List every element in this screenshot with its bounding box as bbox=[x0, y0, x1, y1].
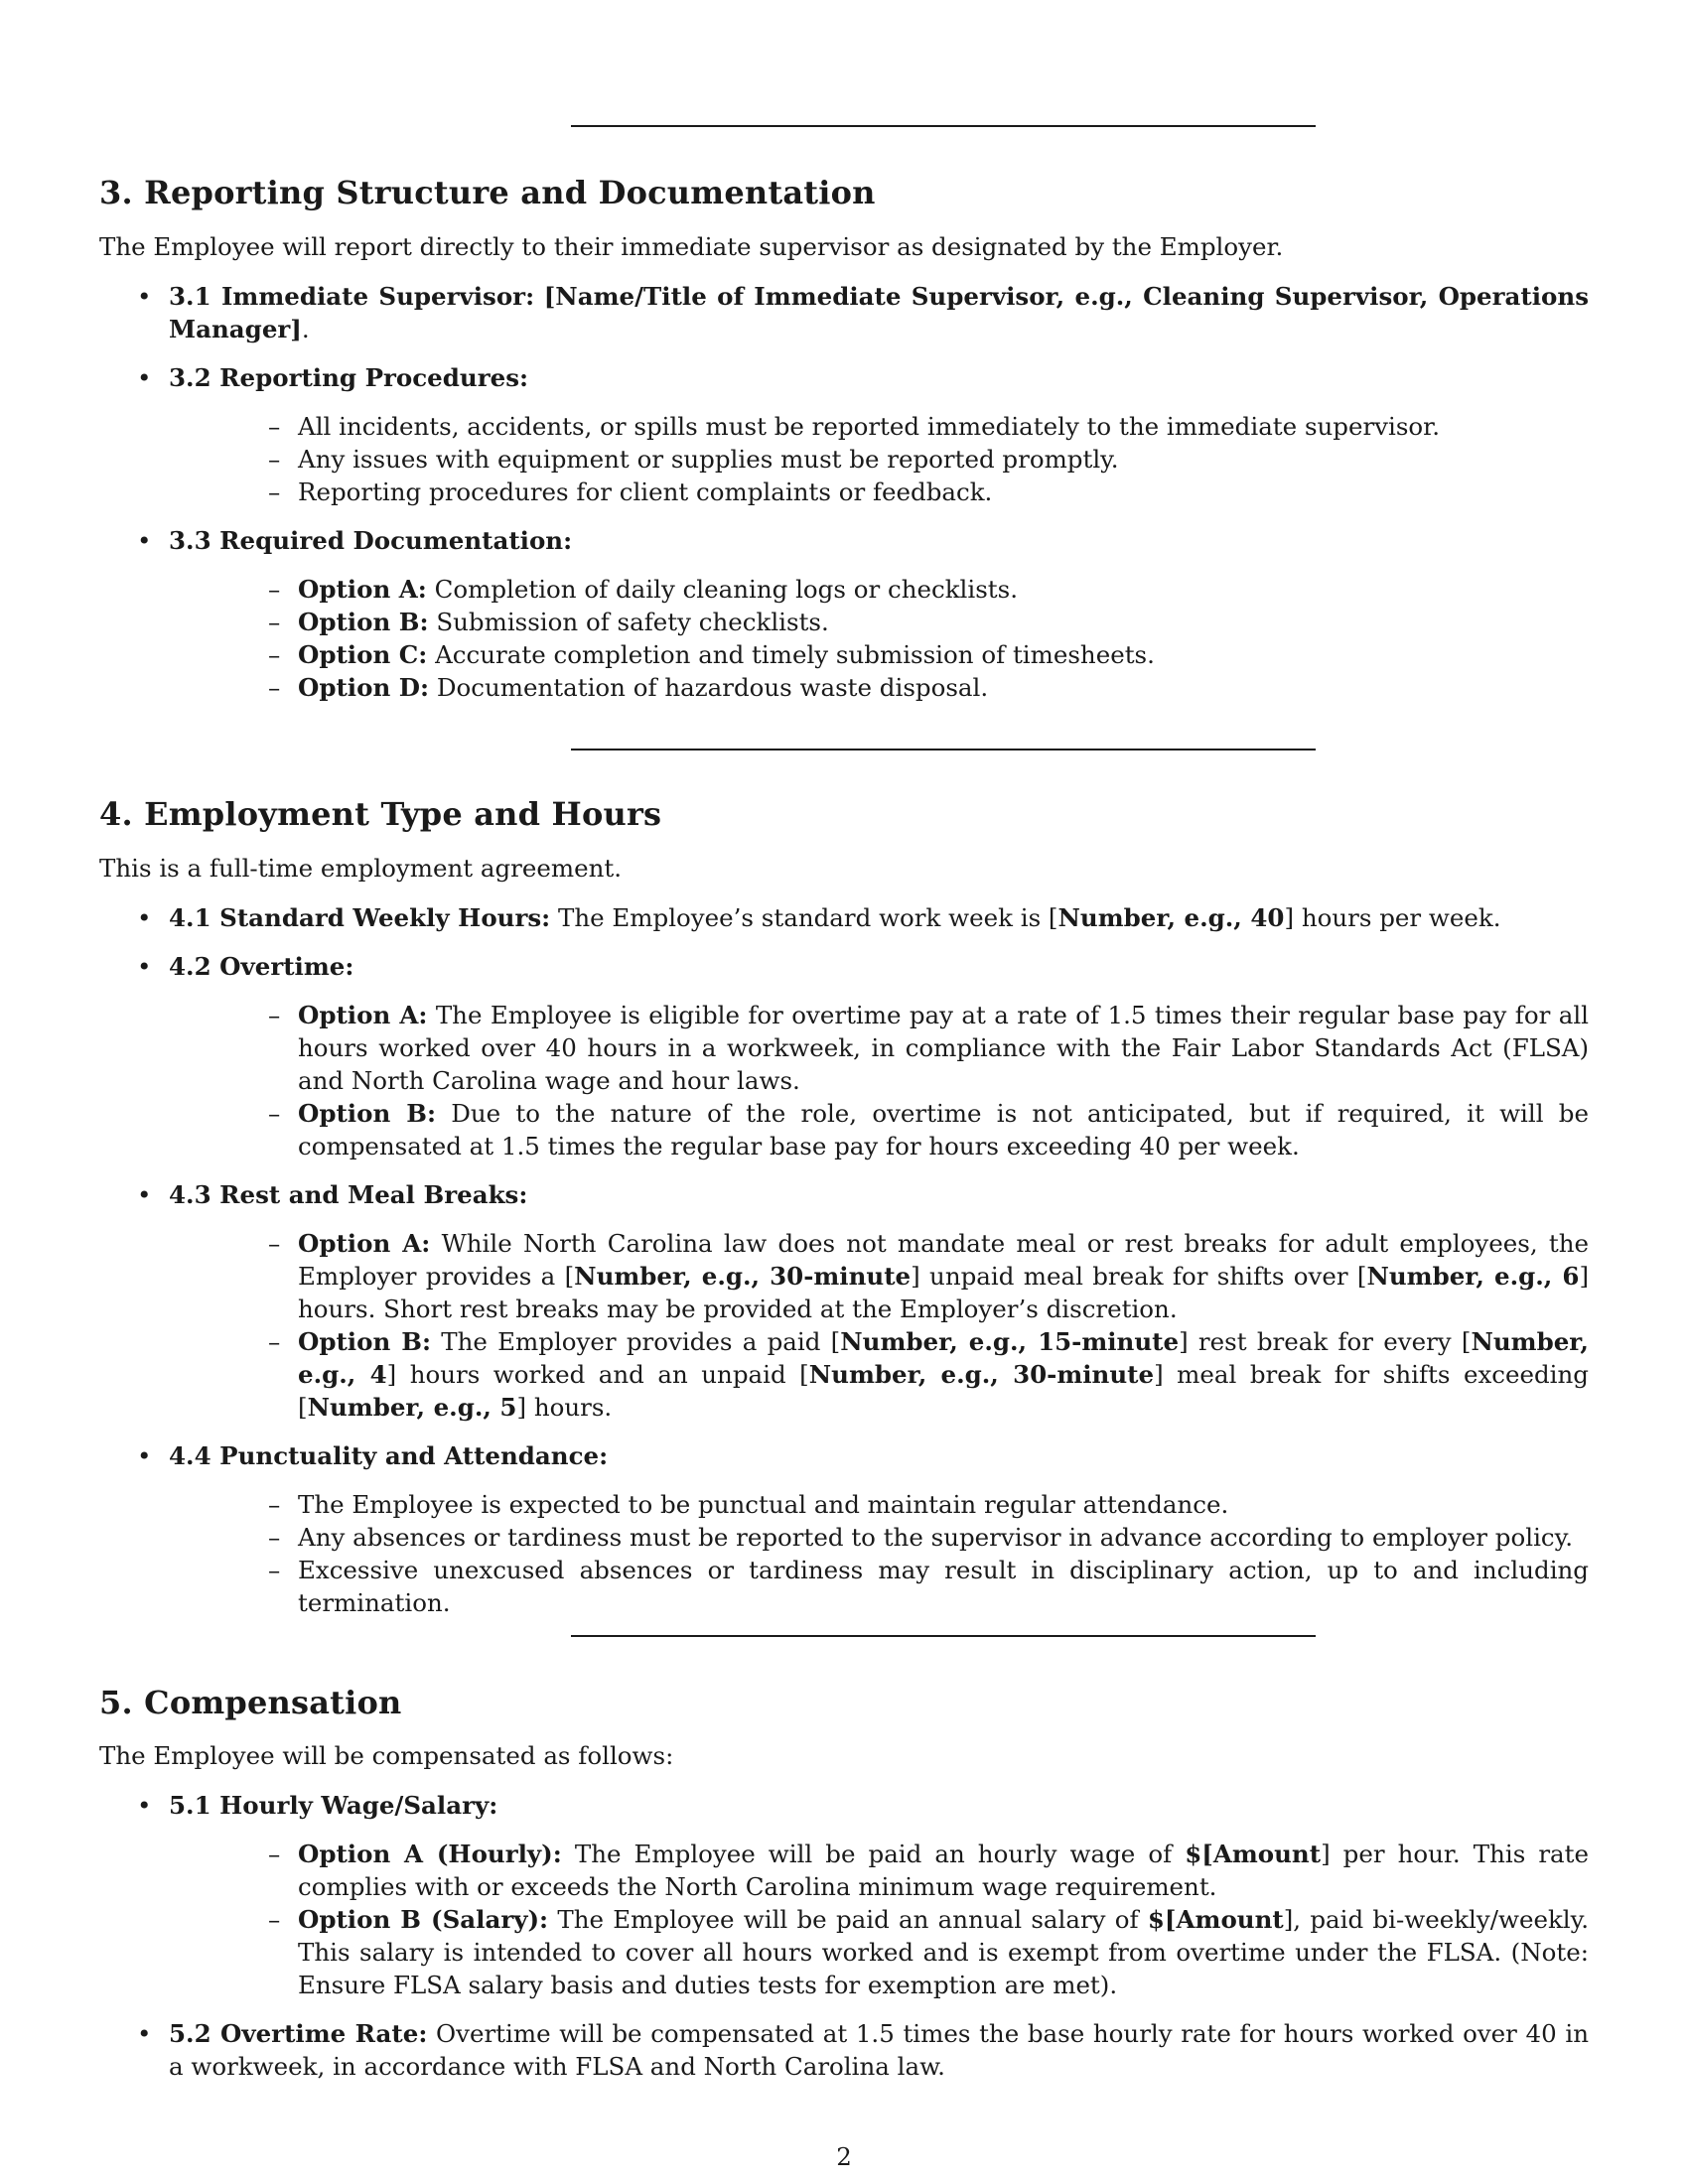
section-3-intro: The Employee will report directly to their immediate supervisor as designated by the Employer. bbox=[99, 232, 1284, 261]
item-4-3: • 4.3 Rest and Meal Breaks: – Option A: While North Carolina law does not mandate meal or rest breaks for adult employees, the Employer provides a [Number, e.g., 30-minute] unpaid meal break for shifts over [Number, e.g., 6] hours. Short rest breaks may be provided at the Employer’s discretion. – Option B: The Employer provides a paid [Number, e.g., 15-minute] rest break for every [Number, e.g., 4] hours worked and an unpaid [Number, e.g., 30-minute] meal break for shifts exceeding [Number, e.g., 5] hours. bbox=[99, 1178, 1589, 1424]
item-3-3-sublist bbox=[169, 573, 1589, 704]
item-5-1-sublist bbox=[169, 1838, 1589, 2001]
item-4-2: • 4.2 Overtime: – Option A: The Employee is eligible for overtime pay at a rate of 1.5 times their regular base pay for all hours worked over 40 hours in a workweek, in compliance with the Fair Labor Standards Act (FLSA) and North Carolina wage and hour laws. – Option B: Due to the nature of the role, overtime is not anticipated, but if required, it will be compensated at 1.5 times the regular base pay for hours exceeding 40 per week. bbox=[99, 950, 1589, 1162]
item-4-3-sublist bbox=[169, 1227, 1589, 1424]
section-5-intro: The Employee will be compensated as follows: bbox=[99, 1741, 674, 1770]
list-item: – Option B: Due to the nature of the role, overtime is not anticipated, but if required, it will be compensated at 1.5 times the regular base pay for hours exceeding 40 per week. bbox=[169, 1097, 1589, 1162]
item-3-2: • 3.2 Reporting Procedures: – All incidents, accidents, or spills must be reported immediately to the immediate supervisor. – Any issues with equipment or supplies must be reported promptly. – Reporting procedures for client complaints or feedback. bbox=[99, 361, 1589, 508]
list-item: – Reporting procedures for client complaints or feedback. bbox=[169, 476, 1589, 508]
list-item: – All incidents, accidents, or spills must be reported immediately to the immediate supervisor. bbox=[169, 410, 1589, 443]
list-item: – Option A: Completion of daily cleaning logs or checklists. bbox=[169, 573, 1589, 606]
item-3-3: • 3.3 Required Documentation: – Option A: Completion of daily cleaning logs or checklists. – Option B: Submission of safety checklists. – Option C: Accurate completion and timely submission of timesheets. – Option D: Documentation of hazardous waste disposal. bbox=[99, 524, 1589, 704]
section-3-heading: 3. Reporting Structure and Documentation bbox=[99, 174, 876, 211]
section-4-intro: This is a full-time employment agreement. bbox=[99, 854, 623, 883]
list-item: – Option D: Documentation of hazardous waste disposal. bbox=[169, 671, 1589, 704]
section-5-heading: 5. Compensation bbox=[99, 1684, 402, 1721]
page-number: 2 bbox=[836, 2142, 852, 2171]
item-4-1: • 4.1 Standard Weekly Hours: The Employee’s standard work week is [Number, e.g., 40] hours per week. bbox=[99, 901, 1589, 934]
item-3-1: • 3.1 Immediate Supervisor: [Name/Title of Immediate Supervisor, e.g., Cleaning Supervisor, Operations Manager]. bbox=[99, 280, 1589, 345]
section-4-heading: 4. Employment Type and Hours bbox=[99, 795, 662, 833]
list-item: – Option A: While North Carolina law does not mandate meal or rest breaks for adult employees, the Employer provides a [Number, e.g., 30-minute] unpaid meal break for shifts over [Number, e.g., 6] hours. Short rest breaks may be provided at the Employer’s discretion. bbox=[169, 1227, 1589, 1325]
section-4-list bbox=[99, 901, 1589, 1619]
list-item: – Option B: The Employer provides a paid [Number, e.g., 15-minute] rest break for every [Number, e.g., 4] hours worked and an unpaid [Number, e.g., 30-minute] meal break for shifts exceeding [Number, e.g., 5] hours. bbox=[169, 1325, 1589, 1424]
list-item: – Option A (Hourly): The Employee will be paid an hourly wage of $[Amount] per hour. This rate complies with or exceeds the North Carolina minimum wage requirement. bbox=[169, 1838, 1589, 1903]
list-item: – Option A: The Employee is eligible for overtime pay at a rate of 1.5 times their regular base pay for all hours worked over 40 hours in a workweek, in compliance with the Fair Labor Standards Act (FLSA) and North Carolina wage and hour laws. bbox=[169, 999, 1589, 1097]
section-divider bbox=[571, 1635, 1316, 1637]
item-4-2-sublist bbox=[169, 999, 1589, 1162]
section-5-list bbox=[99, 1789, 1589, 2083]
item-4-4: • 4.4 Punctuality and Attendance: – The Employee is expected to be punctual and maintain regular attendance. – Any absences or tardiness must be reported to the supervisor in advance according to employer policy. – Excessive unexcused absences or tardiness may result in disciplinary action, up to and including termination. bbox=[99, 1439, 1589, 1619]
item-4-4-sublist bbox=[169, 1488, 1589, 1619]
list-item: – The Employee is expected to be punctual and maintain regular attendance. bbox=[169, 1488, 1589, 1521]
list-item: – Option B: Submission of safety checklists. bbox=[169, 606, 1589, 638]
section-3-list bbox=[99, 280, 1589, 704]
list-item: – Excessive unexcused absences or tardiness may result in disciplinary action, up to and including termination. bbox=[169, 1554, 1589, 1619]
item-3-2-sublist bbox=[169, 410, 1589, 508]
list-item: – Any issues with equipment or supplies must be reported promptly. bbox=[169, 443, 1589, 476]
section-divider bbox=[571, 125, 1316, 127]
document-page bbox=[99, 0, 1589, 2184]
list-item: – Option C: Accurate completion and timely submission of timesheets. bbox=[169, 638, 1589, 671]
item-5-1: • 5.1 Hourly Wage/Salary: – Option A (Hourly): The Employee will be paid an hourly wage of $[Amount] per hour. This rate complies with or exceeds the North Carolina minimum wage requirement. – Option B (Salary): The Employee will be paid an annual salary of $[Amount], paid bi-weekly/weekly. This salary is intended to cover all hours worked and is exempt from overtime under the FLSA. (Note: Ensure FLSA salary basis and duties tests for exemption are met). bbox=[99, 1789, 1589, 2001]
list-item: – Any absences or tardiness must be reported to the supervisor in advance according to employer policy. bbox=[169, 1521, 1589, 1554]
item-5-2: • 5.2 Overtime Rate: Overtime will be compensated at 1.5 times the base hourly rate for hours worked over 40 in a workweek, in accordance with FLSA and North Carolina law. bbox=[99, 2017, 1589, 2083]
section-divider bbox=[571, 749, 1316, 751]
list-item: – Option B (Salary): The Employee will be paid an annual salary of $[Amount], paid bi-weekly/weekly. This salary is intended to cover all hours worked and is exempt from overtime under the FLSA. (Note: Ensure FLSA salary basis and duties tests for exemption are met). bbox=[169, 1903, 1589, 2001]
